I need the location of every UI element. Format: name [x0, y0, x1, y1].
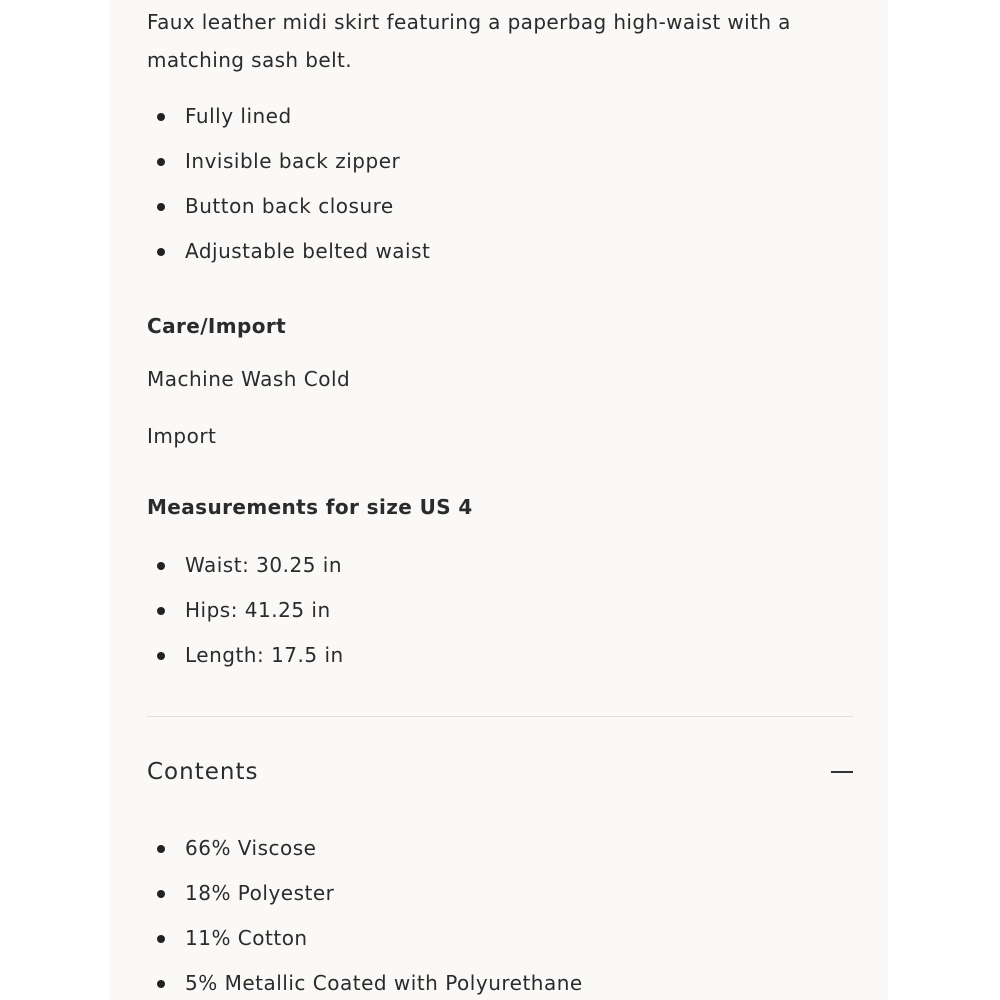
list-item: [147, 826, 583, 871]
contents-accordion-toggle[interactable]: [147, 752, 853, 792]
list-item: [147, 543, 344, 588]
bullet-icon: [157, 248, 165, 256]
feature-text: Fully lined: [185, 104, 292, 128]
list-item: [147, 184, 430, 229]
feature-text: Invisible back zipper: [185, 149, 401, 173]
bullet-icon: [157, 113, 165, 121]
bullet-icon: [157, 845, 165, 853]
bullet-icon: [157, 562, 165, 570]
measurement-text: Waist: 30.25 in: [185, 553, 343, 577]
minus-icon[interactable]: [831, 771, 853, 773]
care-heading: Care/Import: [147, 314, 287, 338]
feature-text: Button back closure: [185, 194, 394, 218]
bullet-icon: [157, 935, 165, 943]
measurement-text: Length: 17.5 in: [185, 643, 344, 667]
list-item: [147, 588, 344, 633]
list-item: [147, 916, 583, 961]
care-origin-text: Import: [147, 424, 217, 448]
content-text: 5% Metallic Coated with Polyurethane: [185, 971, 583, 995]
bullet-icon: [157, 607, 165, 615]
bullet-icon: [157, 158, 165, 166]
bullet-icon: [157, 203, 165, 211]
bullet-icon: [157, 980, 165, 988]
bullet-icon: [157, 890, 165, 898]
measurements-heading: Measurements for size US 4: [147, 495, 473, 519]
contents-list: [147, 826, 583, 1000]
list-item: [147, 633, 344, 678]
bullet-icon: [157, 652, 165, 660]
content-text: 18% Polyester: [185, 881, 335, 905]
list-item: [147, 871, 583, 916]
measurement-text: Hips: 41.25 in: [185, 598, 331, 622]
measurements-list: [147, 543, 344, 678]
list-item: [147, 961, 583, 1000]
content-text: 66% Viscose: [185, 836, 317, 860]
section-divider: [147, 716, 853, 717]
list-item: [147, 94, 430, 139]
feature-text: Adjustable belted waist: [185, 239, 431, 263]
contents-title: Contents: [147, 759, 259, 785]
feature-list: [147, 94, 430, 274]
list-item: [147, 229, 430, 274]
care-washing-text: Machine Wash Cold: [147, 367, 351, 391]
product-details-panel: [110, 0, 888, 1000]
list-item: [147, 139, 430, 184]
product-description: Faux leather midi skirt featuring a paperbag high-waist with a matching sash belt.: [147, 10, 791, 72]
content-text: 11% Cotton: [185, 926, 308, 950]
